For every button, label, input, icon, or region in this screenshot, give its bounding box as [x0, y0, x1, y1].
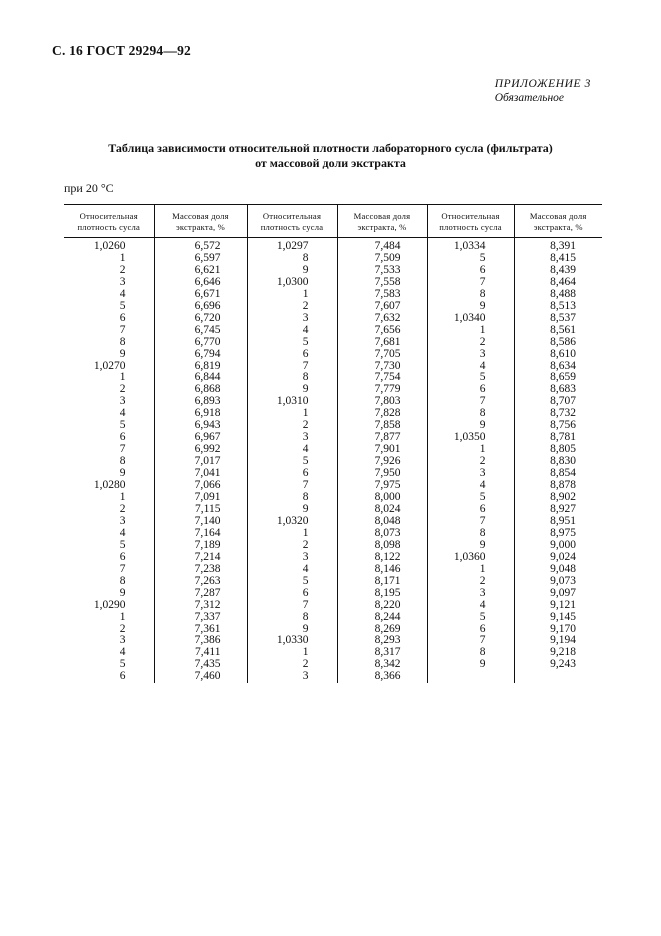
density-cell: 3	[427, 349, 514, 361]
extract-cell: 7,140	[154, 516, 247, 528]
extract-cell: 7,091	[154, 492, 247, 504]
density-cell: 9	[119, 586, 126, 599]
density-cell: 7	[427, 396, 514, 408]
density-cell: 3	[247, 313, 337, 325]
density-cell: 6	[427, 384, 514, 396]
density-cell: 2	[247, 420, 337, 432]
extract-cell: 9,121	[514, 600, 602, 612]
column-header-density	[247, 205, 337, 238]
extract-cell: 6,893	[154, 396, 247, 408]
column-header-line: Относительная	[79, 211, 138, 221]
density-cell: 1	[427, 564, 514, 576]
table-row	[64, 635, 602, 647]
extract-cell: 6,992	[154, 444, 247, 456]
extract-cell: 8,098	[337, 540, 427, 552]
density-cell: 2	[247, 301, 337, 313]
density-cell: 6	[247, 468, 337, 480]
density-cell: 1,0340	[427, 313, 514, 325]
extract-cell: 8,586	[514, 337, 602, 349]
extract-cell: 9,145	[514, 612, 602, 624]
density-extract-table	[64, 204, 602, 683]
extract-cell: 6,745	[154, 325, 247, 337]
extract-cell: 8,659	[514, 372, 602, 384]
extract-cell: 7,337	[154, 612, 247, 624]
density-cell: 4	[247, 444, 337, 456]
density-cell: 8	[247, 253, 337, 265]
density-cell: 5	[119, 299, 126, 312]
density-cell: 9	[427, 659, 514, 671]
density-cell: 7	[247, 600, 337, 612]
extract-cell: 8,171	[337, 576, 427, 588]
column-header-extract	[154, 205, 247, 238]
density-cell: 1,0320	[247, 516, 337, 528]
extract-cell: 6,621	[154, 265, 247, 277]
table-row	[64, 528, 602, 540]
extract-cell: 7,312	[154, 600, 247, 612]
extract-cell: 8,878	[514, 480, 602, 492]
density-cell: 4	[119, 287, 126, 300]
extract-cell: 7,558	[337, 277, 427, 289]
density-cell: 5	[247, 337, 337, 349]
extract-cell: 7,460	[154, 671, 247, 683]
column-header-line: экстракта, %	[175, 222, 226, 232]
density-cell: 3	[119, 275, 126, 288]
density-cell: 6	[247, 588, 337, 600]
extract-cell: 8,464	[514, 277, 602, 289]
table-row	[64, 456, 602, 468]
appendix-label: ПРИЛОЖЕНИЕ 3	[494, 78, 591, 90]
table-row	[64, 552, 602, 564]
temperature-condition: при 20 °С	[64, 181, 114, 195]
table-row	[64, 540, 602, 552]
density-cell: 1,0334	[427, 238, 514, 253]
extract-cell: 7,901	[337, 444, 427, 456]
extract-cell: 7,214	[154, 552, 247, 564]
extract-cell: 6,967	[154, 432, 247, 444]
extract-cell: 7,386	[154, 635, 247, 647]
extract-cell: 7,607	[337, 301, 427, 313]
density-cell: 5	[119, 538, 126, 551]
table-row	[64, 265, 602, 277]
extract-cell: 7,730	[337, 361, 427, 373]
density-cell: 1	[119, 610, 126, 623]
density-cell: 6	[427, 624, 514, 636]
density-cell: 9	[247, 504, 337, 516]
table-row	[64, 238, 602, 253]
column-header-line: плотность сусла	[439, 222, 502, 232]
density-cell: 4	[427, 600, 514, 612]
column-header-line: экстракта, %	[533, 222, 583, 232]
extract-cell: 8,513	[514, 301, 602, 313]
extract-cell: 8,683	[514, 384, 602, 396]
density-cell: 9	[119, 347, 126, 360]
extract-cell: 7,705	[337, 349, 427, 361]
extract-cell: 9,218	[514, 647, 602, 659]
density-cell: 1,0350	[427, 432, 514, 444]
density-cell: 8	[427, 408, 514, 420]
density-cell: 8	[247, 612, 337, 624]
table-row	[64, 277, 602, 289]
extract-cell: 7,041	[154, 468, 247, 480]
table-row	[64, 420, 602, 432]
extract-cell: 7,975	[337, 480, 427, 492]
extract-cell: 8,244	[337, 612, 427, 624]
density-cell: 1	[119, 491, 126, 504]
density-cell: 3	[247, 552, 337, 564]
extract-cell: 7,533	[337, 265, 427, 277]
density-cell: 9	[247, 265, 337, 277]
extract-cell: 8,927	[514, 504, 602, 516]
extract-cell: 9,073	[514, 576, 602, 588]
extract-cell: 8,342	[337, 659, 427, 671]
table-row	[64, 289, 602, 301]
table-row	[64, 659, 602, 671]
density-cell: 1	[427, 444, 514, 456]
table-row	[64, 492, 602, 504]
density-cell: 7	[119, 323, 126, 336]
extract-cell: 7,164	[154, 528, 247, 540]
extract-cell: 7,926	[337, 456, 427, 468]
density-cell: 9	[247, 624, 337, 636]
density-cell: 9	[247, 384, 337, 396]
extract-cell: 7,411	[154, 647, 247, 659]
appendix-status: Обязательное	[494, 92, 565, 104]
density-cell: 7	[247, 361, 337, 373]
density-cell: 8	[427, 528, 514, 540]
density-cell: 8	[119, 335, 126, 348]
extract-cell: 8,488	[514, 289, 602, 301]
density-cell: 4	[427, 361, 514, 373]
extract-cell: 8,537	[514, 313, 602, 325]
extract-cell: 8,269	[337, 624, 427, 636]
density-cell: 9	[427, 420, 514, 432]
density-cell: 7	[119, 562, 126, 575]
extract-cell: 7,066	[154, 480, 247, 492]
extract-cell: 8,317	[337, 647, 427, 659]
density-cell: 2	[119, 383, 126, 396]
density-cell: 6	[119, 670, 126, 683]
table-row	[64, 432, 602, 444]
density-cell: 3	[119, 395, 126, 408]
table-row	[64, 253, 602, 265]
density-cell: 7	[427, 516, 514, 528]
extract-cell: 7,681	[337, 337, 427, 349]
extract-cell: 8,561	[514, 325, 602, 337]
density-cell: 1	[119, 371, 126, 384]
column-header-line: экстракта, %	[357, 222, 407, 232]
density-cell: 6	[119, 550, 126, 563]
density-cell: 1	[247, 408, 337, 420]
density-cell: 3	[119, 514, 126, 527]
extract-cell: 7,656	[337, 325, 427, 337]
column-header-density	[64, 205, 154, 238]
column-header-line: плотность сусла	[260, 222, 324, 232]
extract-cell: 8,415	[514, 253, 602, 265]
extract-cell: 8,293	[337, 635, 427, 647]
column-header-density	[427, 205, 514, 238]
table-row	[64, 408, 602, 420]
table-row	[64, 612, 602, 624]
column-header-line: Относительная	[441, 211, 500, 221]
density-cell: 2	[247, 659, 337, 671]
table-row	[64, 468, 602, 480]
density-cell: 4	[119, 407, 126, 420]
density-cell: 1,0360	[427, 552, 514, 564]
density-cell: 9	[427, 540, 514, 552]
density-cell: 4	[247, 325, 337, 337]
extract-cell: 8,195	[337, 588, 427, 600]
table-row	[64, 396, 602, 408]
density-cell: 2	[427, 576, 514, 588]
extract-cell: 9,000	[514, 540, 602, 552]
density-cell: 3	[427, 588, 514, 600]
density-cell: 5	[427, 253, 514, 265]
extract-cell: 6,720	[154, 313, 247, 325]
density-cell: 1,0290	[93, 598, 126, 611]
density-cell: 7	[119, 443, 126, 456]
extract-cell: 8,756	[514, 420, 602, 432]
density-cell: 2	[427, 456, 514, 468]
density-cell: 6	[247, 349, 337, 361]
density-cell: 8	[247, 372, 337, 384]
extract-cell: 8,391	[514, 238, 602, 253]
extract-cell: 7,583	[337, 289, 427, 301]
table-row	[64, 624, 602, 636]
extract-cell: 8,707	[514, 396, 602, 408]
density-cell: 9	[427, 301, 514, 313]
extract-cell: 8,951	[514, 516, 602, 528]
extract-cell: 7,115	[154, 504, 247, 516]
extract-cell: 6,868	[154, 384, 247, 396]
density-cell: 1	[247, 647, 337, 659]
extract-cell: 8,830	[514, 456, 602, 468]
extract-cell: 8,439	[514, 265, 602, 277]
table-row	[64, 337, 602, 349]
extract-cell: 8,975	[514, 528, 602, 540]
extract-cell: 7,435	[154, 659, 247, 671]
density-cell: 7	[427, 277, 514, 289]
table-row	[64, 372, 602, 384]
density-cell: 9	[119, 467, 126, 480]
table-row	[64, 361, 602, 373]
table-row	[64, 504, 602, 516]
extract-cell: 8,366	[337, 671, 427, 683]
column-header-line: Массовая доля	[172, 211, 229, 221]
density-cell: 1,0300	[247, 277, 337, 289]
table-row	[64, 516, 602, 528]
density-cell: 8	[119, 455, 126, 468]
density-cell: 4	[427, 480, 514, 492]
table-title-line-2: от массовой доли экстракта	[255, 156, 406, 170]
density-cell: 2	[119, 502, 126, 515]
density-cell: 4	[119, 526, 126, 539]
extract-cell: 7,263	[154, 576, 247, 588]
density-cell: 2	[427, 337, 514, 349]
density-cell: 1	[119, 251, 126, 264]
density-cell: 5	[427, 492, 514, 504]
extract-cell: 9,194	[514, 635, 602, 647]
column-header-line: Массовая доля	[353, 211, 411, 221]
extract-cell: 7,361	[154, 624, 247, 636]
extract-cell: 8,146	[337, 564, 427, 576]
extract-cell: 8,000	[337, 492, 427, 504]
density-cell: 2	[119, 263, 126, 276]
density-cell: 3	[247, 432, 337, 444]
column-header-line: Массовая доля	[529, 211, 587, 221]
extract-cell: 8,634	[514, 361, 602, 373]
extract-cell: 6,770	[154, 337, 247, 349]
density-cell: 7	[427, 635, 514, 647]
density-cell: 1	[247, 289, 337, 301]
extract-cell: 8,048	[337, 516, 427, 528]
density-cell	[427, 671, 514, 683]
table-body	[64, 238, 602, 684]
density-cell: 8	[427, 647, 514, 659]
extract-cell: 8,610	[514, 349, 602, 361]
page-header: С. 16 ГОСТ 29294—92	[52, 43, 191, 58]
density-cell: 3	[247, 671, 337, 683]
density-cell: 5	[427, 612, 514, 624]
extract-cell: 6,646	[154, 277, 247, 289]
extract-cell: 9,024	[514, 552, 602, 564]
density-cell: 3	[119, 634, 126, 647]
table-row	[64, 647, 602, 659]
density-cell: 6	[427, 504, 514, 516]
extract-cell: 7,287	[154, 588, 247, 600]
extract-cell: 6,943	[154, 420, 247, 432]
density-cell: 5	[247, 456, 337, 468]
extract-cell: 6,671	[154, 289, 247, 301]
density-cell: 4	[247, 564, 337, 576]
density-cell: 1,0297	[247, 238, 337, 253]
extract-cell: 8,781	[514, 432, 602, 444]
column-header-extract	[514, 205, 602, 238]
table-title-line-1: Таблица зависимости относительной плотности лабораторного сусла (фильтрата)	[108, 141, 553, 155]
density-cell: 1,0260	[93, 240, 126, 252]
extract-cell: 7,858	[337, 420, 427, 432]
density-cell: 1,0330	[247, 635, 337, 647]
column-header-extract	[337, 205, 427, 238]
extract-cell: 8,220	[337, 600, 427, 612]
table-row	[64, 671, 602, 683]
extract-cell: 8,122	[337, 552, 427, 564]
density-cell: 1	[247, 528, 337, 540]
density-cell: 1,0270	[93, 359, 126, 372]
extract-cell: 9,243	[514, 659, 602, 671]
density-cell: 1,0310	[247, 396, 337, 408]
extract-cell: 6,597	[154, 253, 247, 265]
extract-cell: 8,902	[514, 492, 602, 504]
table-header-row	[64, 205, 602, 238]
density-cell: 4	[119, 646, 126, 659]
density-cell: 5	[119, 658, 126, 671]
density-cell: 8	[247, 492, 337, 504]
extract-cell: 9,097	[514, 588, 602, 600]
extract-cell: 7,828	[337, 408, 427, 420]
table-row	[64, 325, 602, 337]
extract-cell: 8,024	[337, 504, 427, 516]
table-row	[64, 600, 602, 612]
table-row	[64, 444, 602, 456]
extract-cell: 6,572	[154, 238, 247, 253]
density-cell: 8	[119, 574, 126, 587]
density-cell: 2	[247, 540, 337, 552]
density-cell: 6	[119, 311, 126, 324]
extract-cell: 6,819	[154, 361, 247, 373]
table-row	[64, 576, 602, 588]
extract-cell: 7,779	[337, 384, 427, 396]
appendix-block	[495, 77, 591, 105]
density-cell: 7	[247, 480, 337, 492]
extract-cell: 7,754	[337, 372, 427, 384]
extract-cell: 6,844	[154, 372, 247, 384]
extract-cell: 7,189	[154, 540, 247, 552]
density-cell: 2	[119, 622, 126, 635]
extract-cell: 7,484	[337, 238, 427, 253]
table-title	[0, 141, 661, 171]
extract-cell: 7,803	[337, 396, 427, 408]
extract-cell: 9,048	[514, 564, 602, 576]
table-row	[64, 349, 602, 361]
density-cell: 8	[427, 289, 514, 301]
density-cell: 1,0280	[93, 479, 126, 492]
density-cell: 5	[247, 576, 337, 588]
extract-cell: 7,017	[154, 456, 247, 468]
table-row	[64, 301, 602, 313]
extract-cell: 7,950	[337, 468, 427, 480]
extract-cell: 8,732	[514, 408, 602, 420]
extract-cell: 7,632	[337, 313, 427, 325]
table-row	[64, 313, 602, 325]
extract-cell: 8,073	[337, 528, 427, 540]
extract-cell: 9,170	[514, 624, 602, 636]
table-row	[64, 564, 602, 576]
density-cell: 6	[119, 431, 126, 444]
extract-cell: 6,696	[154, 301, 247, 313]
extract-cell: 7,877	[337, 432, 427, 444]
column-header-line: Относительная	[262, 211, 322, 221]
density-cell: 5	[119, 419, 126, 432]
extract-cell: 7,238	[154, 564, 247, 576]
extract-cell: 6,918	[154, 408, 247, 420]
extract-cell: 8,854	[514, 468, 602, 480]
table-row	[64, 384, 602, 396]
density-cell: 3	[427, 468, 514, 480]
extract-cell: 6,794	[154, 349, 247, 361]
density-cell: 5	[427, 372, 514, 384]
extract-cell: 8,805	[514, 444, 602, 456]
density-cell: 1	[427, 325, 514, 337]
table-row	[64, 588, 602, 600]
extract-cell: 7,509	[337, 253, 427, 265]
density-cell: 6	[427, 265, 514, 277]
extract-cell	[514, 671, 602, 683]
column-header-line: плотность сусла	[77, 222, 140, 232]
table-row	[64, 480, 602, 492]
